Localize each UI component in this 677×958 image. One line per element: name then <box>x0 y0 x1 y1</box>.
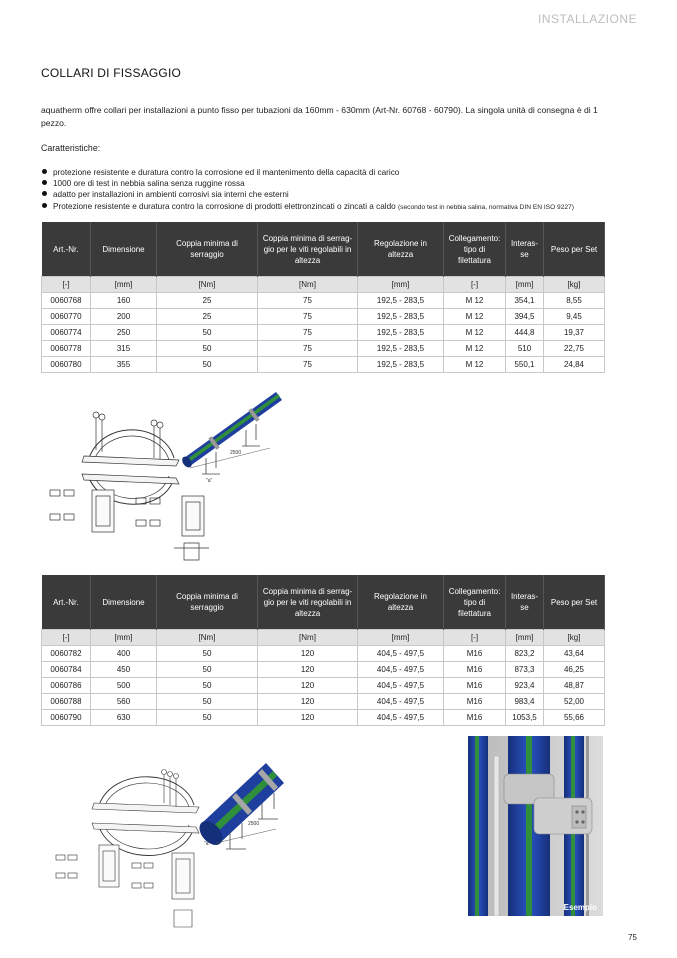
clamp-exploded-view <box>50 412 209 560</box>
bullet-icon <box>42 169 47 174</box>
features-heading: Caratteristiche: <box>41 143 101 153</box>
page-title: COLLARI DI FISSAGGIO <box>41 66 182 80</box>
table-row: 0060778 315 50 75 192,5 - 283,5 M 12 510 22,75 <box>42 341 605 357</box>
col-header: Regolazione in altezza <box>358 222 444 277</box>
col-header: Interas-se <box>506 575 544 630</box>
table-row: 0060780 355 50 75 192,5 - 283,5 M 12 550,1 24,84 <box>42 357 605 373</box>
table-row: 0060788 560 50 120 404,5 - 497,5 M16 983,4 52,00 <box>42 694 605 710</box>
table-row: 0060782 400 50 120 404,5 - 497,5 M16 823,2 43,64 <box>42 646 605 662</box>
col-header: Dimensione <box>91 575 157 630</box>
feature-item: protezione resistente e duratura contro la corrosione ed il mantenimento della capacità di carico <box>41 167 641 178</box>
pipe-illustration <box>195 763 284 849</box>
units-row: [-] [mm] [Nm] [Nm] [mm] [-] [mm] [kg] <box>42 630 605 646</box>
spec-table-1 <box>41 222 605 373</box>
detail-label: "a" <box>204 841 211 847</box>
spec-table-2 <box>41 575 605 726</box>
example-photo <box>468 736 603 916</box>
table-row: 0060784 450 50 120 404,5 - 497,5 M16 873,3 46,25 <box>42 662 605 678</box>
photo-caption: Esempio <box>563 903 597 912</box>
col-header: Interas-se <box>506 222 544 277</box>
col-header: Peso per Set <box>544 222 605 277</box>
col-header: Art.-Nr. <box>42 575 91 630</box>
col-header: Collegamento: tipo di filettatura <box>444 575 506 630</box>
bolt-icon <box>162 770 179 808</box>
feature-item: adatto per installazioni in ambienti corrosivi sia interni che esterni <box>41 189 641 200</box>
section-label: INSTALLAZIONE <box>538 12 637 26</box>
units-row: [-] [mm] [Nm] [Nm] [mm] [-] [mm] [kg] <box>42 277 605 293</box>
col-header: Regolazione in altezza <box>358 575 444 630</box>
table-header-row <box>42 222 605 277</box>
feature-note: (secondo test in nebbia salina, normativa DIN EN ISO 9227) <box>397 203 574 211</box>
feature-item: 1000 ore di test in nebbia salina senza ruggine rossa <box>41 178 641 189</box>
col-header: Coppia minima di serraggio <box>157 575 258 630</box>
table-row: 0060774 250 50 75 192,5 - 283,5 M 12 444,8 19,37 <box>42 325 605 341</box>
clamp-drawing-large <box>44 745 294 940</box>
feature-item: Protezione resistente e duratura contro la corrosione di prodotti elettronzincati o zincati a caldo (secondo test in nebbia salina, normativa DIN EN ISO 9227) <box>41 201 641 213</box>
col-header: Art.-Nr. <box>42 222 91 277</box>
col-header: Peso per Set <box>544 575 605 630</box>
col-header: Collegamento: tipo di filettatura <box>444 222 506 277</box>
bullet-icon <box>42 180 47 185</box>
bullet-icon <box>42 203 47 208</box>
table-header-row <box>42 575 605 630</box>
detail-label: "a" <box>206 478 213 484</box>
intro-paragraph: aquatherm offre collari per installazioni a punto fisso per tubazioni da 160mm - 630mm (Art-Nr. 60768 - 60790). La singola unità di consegna è di 1 pezzo. <box>41 105 598 128</box>
col-header: Coppia minima di serrag-gio per le viti regolabili in altezza <box>258 222 358 277</box>
table-row: 0060768 160 25 75 192,5 - 283,5 M 12 354,1 8,55 <box>42 293 605 309</box>
page-number: 75 <box>628 933 637 942</box>
pipe-photo-illustration <box>468 736 603 916</box>
table-row: 0060786 500 50 120 404,5 - 497,5 M16 923,4 48,87 <box>42 678 605 694</box>
dimension-label: 2500 <box>230 450 242 456</box>
pipe-illustration <box>180 392 282 474</box>
col-header: Coppia minima di serraggio <box>157 222 258 277</box>
features-list <box>41 167 641 213</box>
clamp-drawing-small <box>44 378 294 573</box>
dimension-label: 2500 <box>248 821 260 827</box>
col-header: Coppia minima di serrag-gio per le viti regolabili in altezza <box>258 575 358 630</box>
clamp-exploded-view <box>56 770 199 928</box>
table-row: 0060770 200 25 75 192,5 - 283,5 M 12 394,5 9,45 <box>42 309 605 325</box>
table-row: 0060790 630 50 120 404,5 - 497,5 M16 1053,5 55,66 <box>42 710 605 726</box>
col-header: Dimensione <box>91 222 157 277</box>
bullet-icon <box>42 191 47 196</box>
